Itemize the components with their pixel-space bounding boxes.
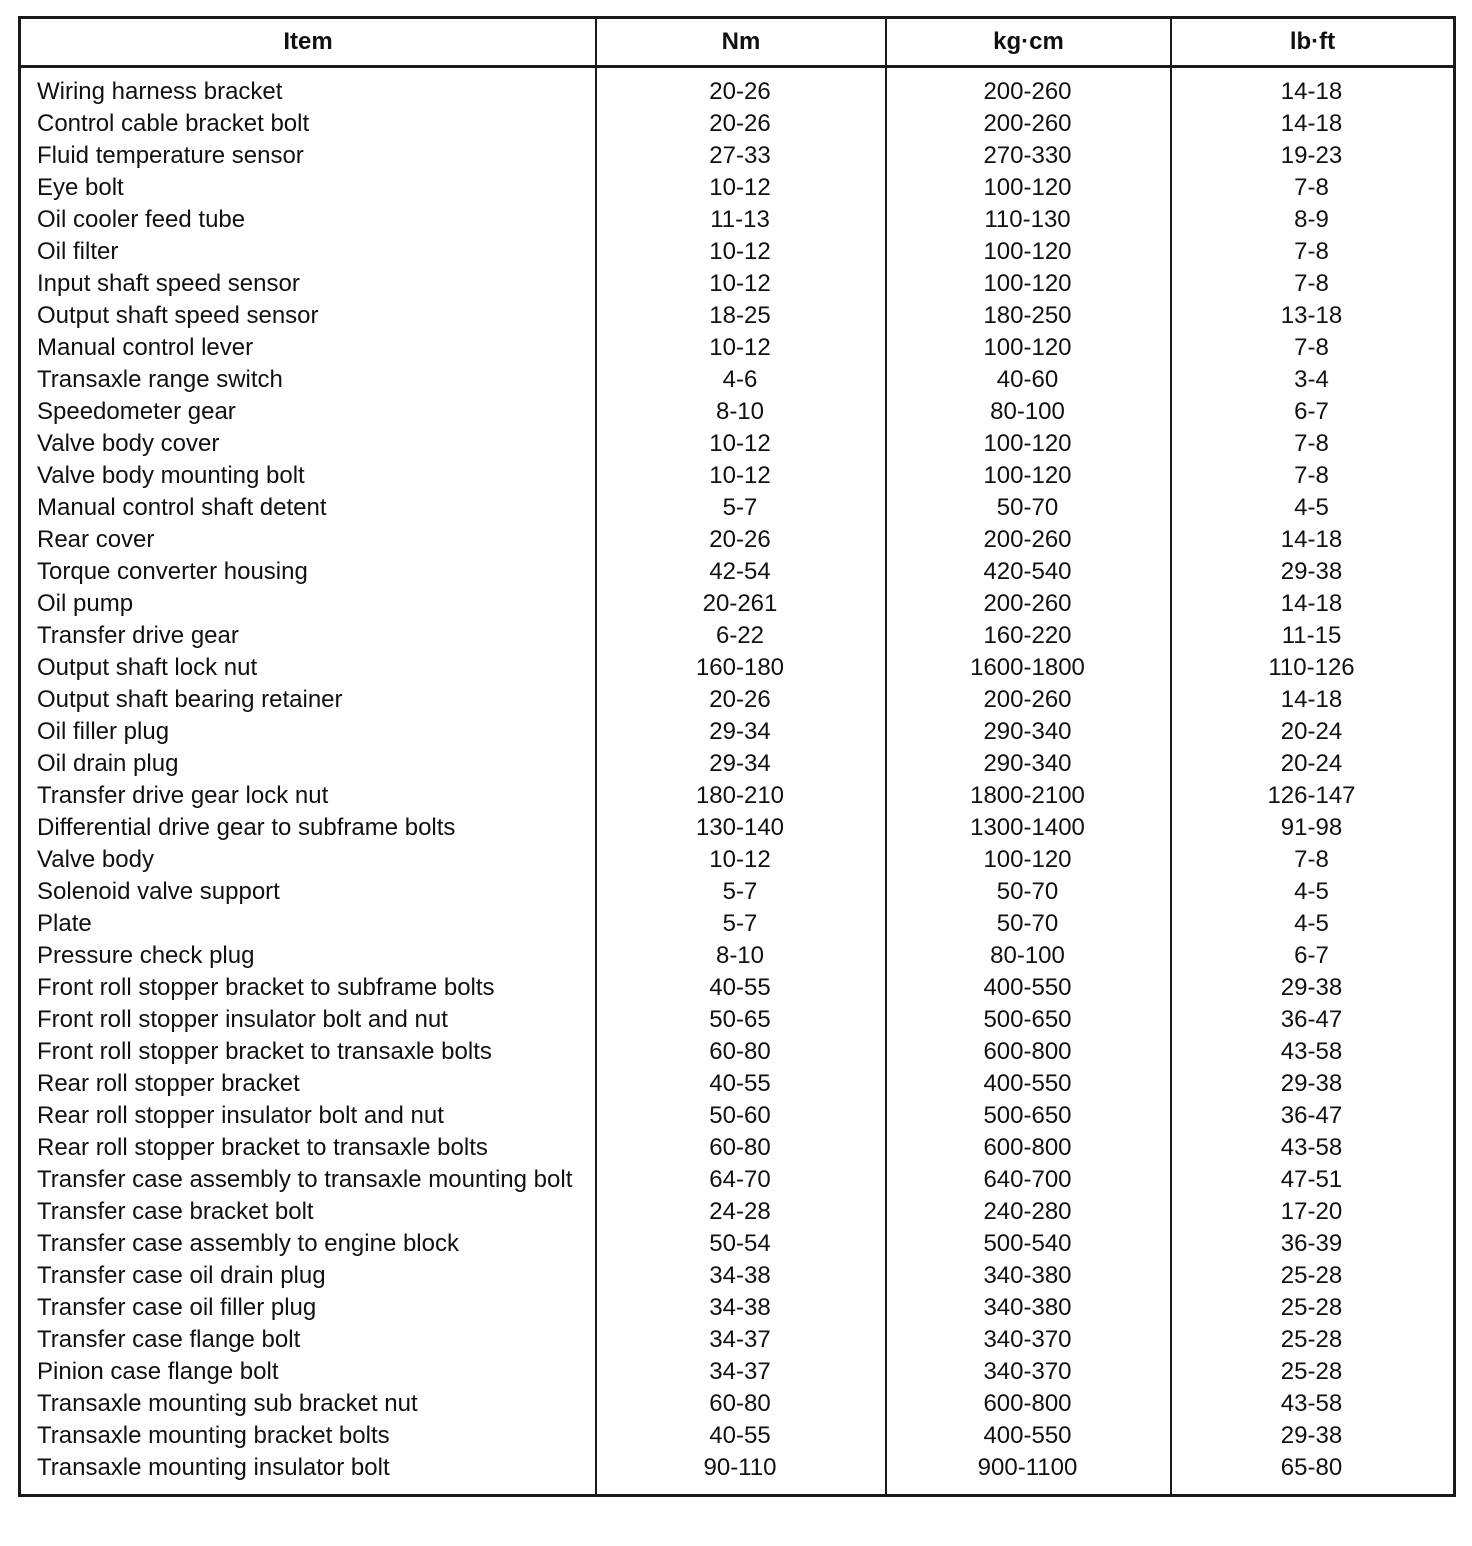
cell-kgcm: 640-700 <box>983 1166 1072 1193</box>
cell-lbft: 8-9 <box>1294 206 1329 233</box>
cell-kgcm: 200-260 <box>983 78 1072 105</box>
cell-item: Pressure check plug <box>37 942 255 969</box>
cell-item: Solenoid valve support <box>37 878 280 905</box>
cell-nm: 8-10 <box>715 942 765 969</box>
cell-lbft: 25-28 <box>1280 1294 1343 1321</box>
cell-item: Transfer drive gear <box>37 622 239 649</box>
table-row <box>21 172 1453 204</box>
cell-kgcm: 100-120 <box>983 270 1072 297</box>
cell-kgcm: 420-540 <box>983 558 1072 585</box>
table-row <box>21 1324 1453 1356</box>
cell-lbft: 6-7 <box>1294 398 1329 425</box>
cell-nm: 29-34 <box>709 750 771 777</box>
cell-nm: 60-80 <box>709 1390 771 1417</box>
table-row <box>21 396 1453 428</box>
cell-kgcm: 80-100 <box>990 942 1065 969</box>
header-kgcm: kg·cm <box>885 19 1170 65</box>
cell-nm: 34-37 <box>709 1326 771 1353</box>
cell-nm: 5-7 <box>722 494 758 521</box>
cell-item: Output shaft speed sensor <box>37 302 319 329</box>
cell-nm: 5-7 <box>722 910 758 937</box>
cell-item: Transfer case assembly to transaxle mounting bolt <box>37 1166 573 1193</box>
cell-lbft: 14-18 <box>1280 686 1343 713</box>
cell-kgcm: 110-130 <box>984 206 1071 233</box>
cell-lbft: 110-126 <box>1268 654 1355 681</box>
column-divider <box>1170 68 1172 1494</box>
table-row <box>21 972 1453 1004</box>
cell-item: Transaxle mounting bracket bolts <box>37 1422 390 1449</box>
cell-lbft: 14-18 <box>1280 590 1343 617</box>
cell-item: Transaxle range switch <box>37 366 283 393</box>
cell-lbft: 7-8 <box>1294 270 1329 297</box>
cell-kgcm: 50-70 <box>996 494 1059 521</box>
cell-item: Transfer case assembly to engine block <box>37 1230 459 1257</box>
cell-lbft: 7-8 <box>1294 430 1329 457</box>
table-row <box>21 76 1453 108</box>
table-row <box>21 524 1453 556</box>
cell-lbft: 4-5 <box>1294 878 1329 905</box>
cell-item: Output shaft bearing retainer <box>37 686 343 713</box>
table-row <box>21 844 1453 876</box>
cell-item: Manual control shaft detent <box>37 494 327 521</box>
cell-item: Torque converter housing <box>37 558 308 585</box>
table-row <box>21 236 1453 268</box>
cell-item: Valve body mounting bolt <box>37 462 305 489</box>
cell-nm: 10-12 <box>709 270 771 297</box>
cell-lbft: 3-4 <box>1294 366 1329 393</box>
cell-nm: 64-70 <box>709 1166 771 1193</box>
cell-nm: 42-54 <box>709 558 771 585</box>
cell-nm: 10-12 <box>709 430 771 457</box>
cell-nm: 160-180 <box>695 654 785 681</box>
cell-kgcm: 100-120 <box>983 462 1072 489</box>
cell-item: Control cable bracket bolt <box>37 110 310 137</box>
cell-lbft: 25-28 <box>1280 1326 1343 1353</box>
table-row <box>21 652 1453 684</box>
cell-kgcm: 80-100 <box>990 398 1065 425</box>
cell-kgcm: 400-550 <box>983 1422 1072 1449</box>
cell-nm: 20-26 <box>709 110 771 137</box>
table-row <box>21 716 1453 748</box>
table-row <box>21 364 1453 396</box>
cell-item: Transaxle mounting insulator bolt <box>37 1454 390 1481</box>
cell-nm: 4-6 <box>722 366 758 393</box>
cell-lbft: 13-18 <box>1280 302 1343 329</box>
table-row <box>21 780 1453 812</box>
table-row <box>21 492 1453 524</box>
table-row <box>21 1452 1453 1484</box>
cell-kgcm: 200-260 <box>983 110 1072 137</box>
cell-kgcm: 400-550 <box>983 1070 1072 1097</box>
cell-item: Oil drain plug <box>37 750 179 777</box>
cell-kgcm: 340-370 <box>983 1358 1072 1385</box>
cell-nm: 60-80 <box>709 1038 771 1065</box>
cell-item: Transfer case bracket bolt <box>37 1198 314 1225</box>
cell-lbft: 29-38 <box>1280 1070 1343 1097</box>
table-row <box>21 876 1453 908</box>
cell-lbft: 126-147 <box>1267 782 1356 809</box>
cell-item: Eye bolt <box>37 174 124 201</box>
cell-nm: 18-25 <box>709 302 771 329</box>
cell-item: Rear roll stopper insulator bolt and nut <box>37 1102 444 1129</box>
table-row <box>21 1164 1453 1196</box>
header-nm: Nm <box>595 19 885 65</box>
table-row <box>21 300 1453 332</box>
cell-lbft: 6-7 <box>1294 942 1329 969</box>
cell-item: Transfer case oil filler plug <box>37 1294 317 1321</box>
cell-nm: 130-140 <box>695 814 785 841</box>
table-row <box>21 460 1453 492</box>
cell-nm: 10-12 <box>709 462 771 489</box>
cell-item: Oil filter <box>37 238 119 265</box>
cell-nm: 50-54 <box>709 1230 771 1257</box>
table-row <box>21 332 1453 364</box>
cell-item: Output shaft lock nut <box>37 654 258 681</box>
cell-lbft: 29-38 <box>1280 558 1343 585</box>
table-row <box>21 204 1453 236</box>
table-row <box>21 684 1453 716</box>
cell-item: Plate <box>37 910 92 937</box>
cell-nm: 10-12 <box>709 174 771 201</box>
cell-item: Front roll stopper bracket to transaxle bolts <box>37 1038 492 1065</box>
cell-nm: 34-37 <box>709 1358 771 1385</box>
cell-lbft: 7-8 <box>1294 334 1329 361</box>
cell-lbft: 11-15 <box>1281 622 1342 649</box>
cell-item: Transaxle mounting sub bracket nut <box>37 1390 418 1417</box>
cell-kgcm: 200-260 <box>983 686 1072 713</box>
table-row <box>21 1292 1453 1324</box>
cell-nm: 60-80 <box>709 1134 771 1161</box>
cell-kgcm: 290-340 <box>983 718 1072 745</box>
cell-kgcm: 50-70 <box>996 910 1059 937</box>
table-row <box>21 812 1453 844</box>
cell-nm: 10-12 <box>709 238 771 265</box>
cell-lbft: 43-58 <box>1280 1038 1343 1065</box>
cell-item: Speedometer gear <box>37 398 236 425</box>
cell-nm: 180-210 <box>695 782 785 809</box>
cell-lbft: 19-23 <box>1280 142 1343 169</box>
cell-lbft: 29-38 <box>1280 1422 1343 1449</box>
cell-nm: 34-38 <box>709 1294 771 1321</box>
cell-lbft: 14-18 <box>1280 526 1343 553</box>
cell-nm: 10-12 <box>709 334 771 361</box>
cell-kgcm: 600-800 <box>983 1038 1072 1065</box>
cell-kgcm: 290-340 <box>983 750 1072 777</box>
table-row <box>21 556 1453 588</box>
cell-nm: 11-13 <box>710 206 770 233</box>
cell-item: Rear cover <box>37 526 155 553</box>
table-header-row <box>21 19 1453 68</box>
table-row <box>21 748 1453 780</box>
cell-lbft: 14-18 <box>1280 78 1343 105</box>
cell-nm: 27-33 <box>709 142 771 169</box>
cell-lbft: 20-24 <box>1280 750 1343 777</box>
table-row <box>21 1068 1453 1100</box>
cell-lbft: 7-8 <box>1294 238 1329 265</box>
cell-kgcm: 100-120 <box>983 174 1072 201</box>
cell-nm: 40-55 <box>709 974 771 1001</box>
table-row <box>21 1004 1453 1036</box>
cell-kgcm: 200-260 <box>983 590 1072 617</box>
cell-lbft: 7-8 <box>1294 174 1329 201</box>
cell-lbft: 4-5 <box>1294 494 1329 521</box>
cell-item: Transfer drive gear lock nut <box>37 782 329 809</box>
cell-lbft: 4-5 <box>1294 910 1329 937</box>
cell-lbft: 17-20 <box>1280 1198 1343 1225</box>
cell-nm: 50-60 <box>709 1102 771 1129</box>
table-row <box>21 620 1453 652</box>
cell-lbft: 20-24 <box>1280 718 1343 745</box>
cell-nm: 10-12 <box>709 846 771 873</box>
cell-lbft: 43-58 <box>1280 1134 1343 1161</box>
cell-item: Pinion case flange bolt <box>37 1358 279 1385</box>
cell-lbft: 7-8 <box>1294 462 1329 489</box>
cell-kgcm: 1800-2100 <box>970 782 1085 809</box>
cell-item: Oil cooler feed tube <box>37 206 246 233</box>
table-row <box>21 140 1453 172</box>
cell-nm: 40-55 <box>709 1422 771 1449</box>
cell-item: Valve body <box>37 846 154 873</box>
cell-kgcm: 500-650 <box>983 1102 1072 1129</box>
cell-lbft: 36-47 <box>1280 1102 1343 1129</box>
table-row <box>21 1260 1453 1292</box>
cell-kgcm: 270-330 <box>983 142 1072 169</box>
table-row <box>21 268 1453 300</box>
cell-kgcm: 180-250 <box>983 302 1072 329</box>
cell-lbft: 29-38 <box>1280 974 1343 1001</box>
cell-lbft: 91-98 <box>1280 814 1343 841</box>
table-body <box>21 68 1453 1494</box>
table-row <box>21 908 1453 940</box>
cell-kgcm: 200-260 <box>983 526 1072 553</box>
cell-item: Rear roll stopper bracket <box>37 1070 300 1097</box>
cell-nm: 20-26 <box>709 78 771 105</box>
table-row <box>21 1356 1453 1388</box>
cell-item: Front roll stopper insulator bolt and nut <box>37 1006 448 1033</box>
cell-item: Oil filler plug <box>37 718 170 745</box>
table-row <box>21 108 1453 140</box>
header-item: Item <box>283 28 333 55</box>
cell-nm: 20-261 <box>702 590 778 617</box>
cell-kgcm: 100-120 <box>983 334 1072 361</box>
cell-kgcm: 400-550 <box>983 974 1072 1001</box>
cell-item: Differential drive gear to subframe bolts <box>37 814 456 841</box>
cell-kgcm: 1300-1400 <box>970 814 1085 841</box>
table-row <box>21 1228 1453 1260</box>
cell-kgcm: 100-120 <box>983 430 1072 457</box>
table-row <box>21 1132 1453 1164</box>
cell-item: Manual control lever <box>37 334 254 361</box>
cell-nm: 90-110 <box>703 1454 777 1481</box>
cell-item: Oil pump <box>37 590 134 617</box>
cell-item: Rear roll stopper bracket to transaxle bolts <box>37 1134 488 1161</box>
column-divider <box>885 68 887 1494</box>
cell-kgcm: 240-280 <box>983 1198 1072 1225</box>
table-row <box>21 428 1453 460</box>
table-row <box>21 1388 1453 1420</box>
table-row <box>21 588 1453 620</box>
cell-lbft: 25-28 <box>1280 1262 1343 1289</box>
cell-nm: 40-55 <box>709 1070 771 1097</box>
cell-nm: 20-26 <box>709 526 771 553</box>
cell-kgcm: 600-800 <box>983 1390 1072 1417</box>
cell-lbft: 43-58 <box>1280 1390 1343 1417</box>
cell-kgcm: 100-120 <box>983 238 1072 265</box>
cell-item: Transfer case oil drain plug <box>37 1262 326 1289</box>
cell-kgcm: 900-1100 <box>977 1454 1078 1481</box>
table-row <box>21 1196 1453 1228</box>
cell-nm: 8-10 <box>715 398 765 425</box>
cell-item: Input shaft speed sensor <box>37 270 300 297</box>
cell-lbft: 65-80 <box>1280 1454 1343 1481</box>
cell-kgcm: 340-380 <box>983 1262 1072 1289</box>
cell-nm: 34-38 <box>709 1262 771 1289</box>
cell-lbft: 14-18 <box>1280 110 1343 137</box>
cell-nm: 20-26 <box>709 686 771 713</box>
cell-lbft: 7-8 <box>1294 846 1329 873</box>
cell-kgcm: 500-540 <box>983 1230 1072 1257</box>
cell-lbft: 25-28 <box>1280 1358 1343 1385</box>
torque-spec-table <box>18 16 1456 1497</box>
cell-nm: 50-65 <box>709 1006 771 1033</box>
cell-lbft: 47-51 <box>1280 1166 1343 1193</box>
cell-lbft: 36-47 <box>1280 1006 1343 1033</box>
cell-kgcm: 340-380 <box>983 1294 1072 1321</box>
cell-kgcm: 40-60 <box>996 366 1059 393</box>
column-divider <box>595 68 597 1494</box>
cell-nm: 6-22 <box>715 622 765 649</box>
cell-item: Front roll stopper bracket to subframe bolts <box>37 974 495 1001</box>
cell-kgcm: 160-220 <box>983 622 1072 649</box>
cell-kgcm: 340-370 <box>983 1326 1072 1353</box>
cell-kgcm: 600-800 <box>983 1134 1072 1161</box>
cell-kgcm: 50-70 <box>996 878 1059 905</box>
header-lbft: lb·ft <box>1170 19 1453 65</box>
cell-item: Fluid temperature sensor <box>37 142 304 169</box>
cell-item: Valve body cover <box>37 430 220 457</box>
cell-kgcm: 100-120 <box>983 846 1072 873</box>
cell-kgcm: 1600-1800 <box>970 654 1085 681</box>
table-row <box>21 940 1453 972</box>
cell-nm: 24-28 <box>709 1198 771 1225</box>
table-row <box>21 1036 1453 1068</box>
table-row <box>21 1420 1453 1452</box>
table-row <box>21 1100 1453 1132</box>
cell-item: Transfer case flange bolt <box>37 1326 301 1353</box>
cell-kgcm: 500-650 <box>983 1006 1072 1033</box>
cell-nm: 5-7 <box>722 878 758 905</box>
cell-lbft: 36-39 <box>1280 1230 1343 1257</box>
cell-item: Wiring harness bracket <box>37 78 283 105</box>
cell-nm: 29-34 <box>709 718 771 745</box>
